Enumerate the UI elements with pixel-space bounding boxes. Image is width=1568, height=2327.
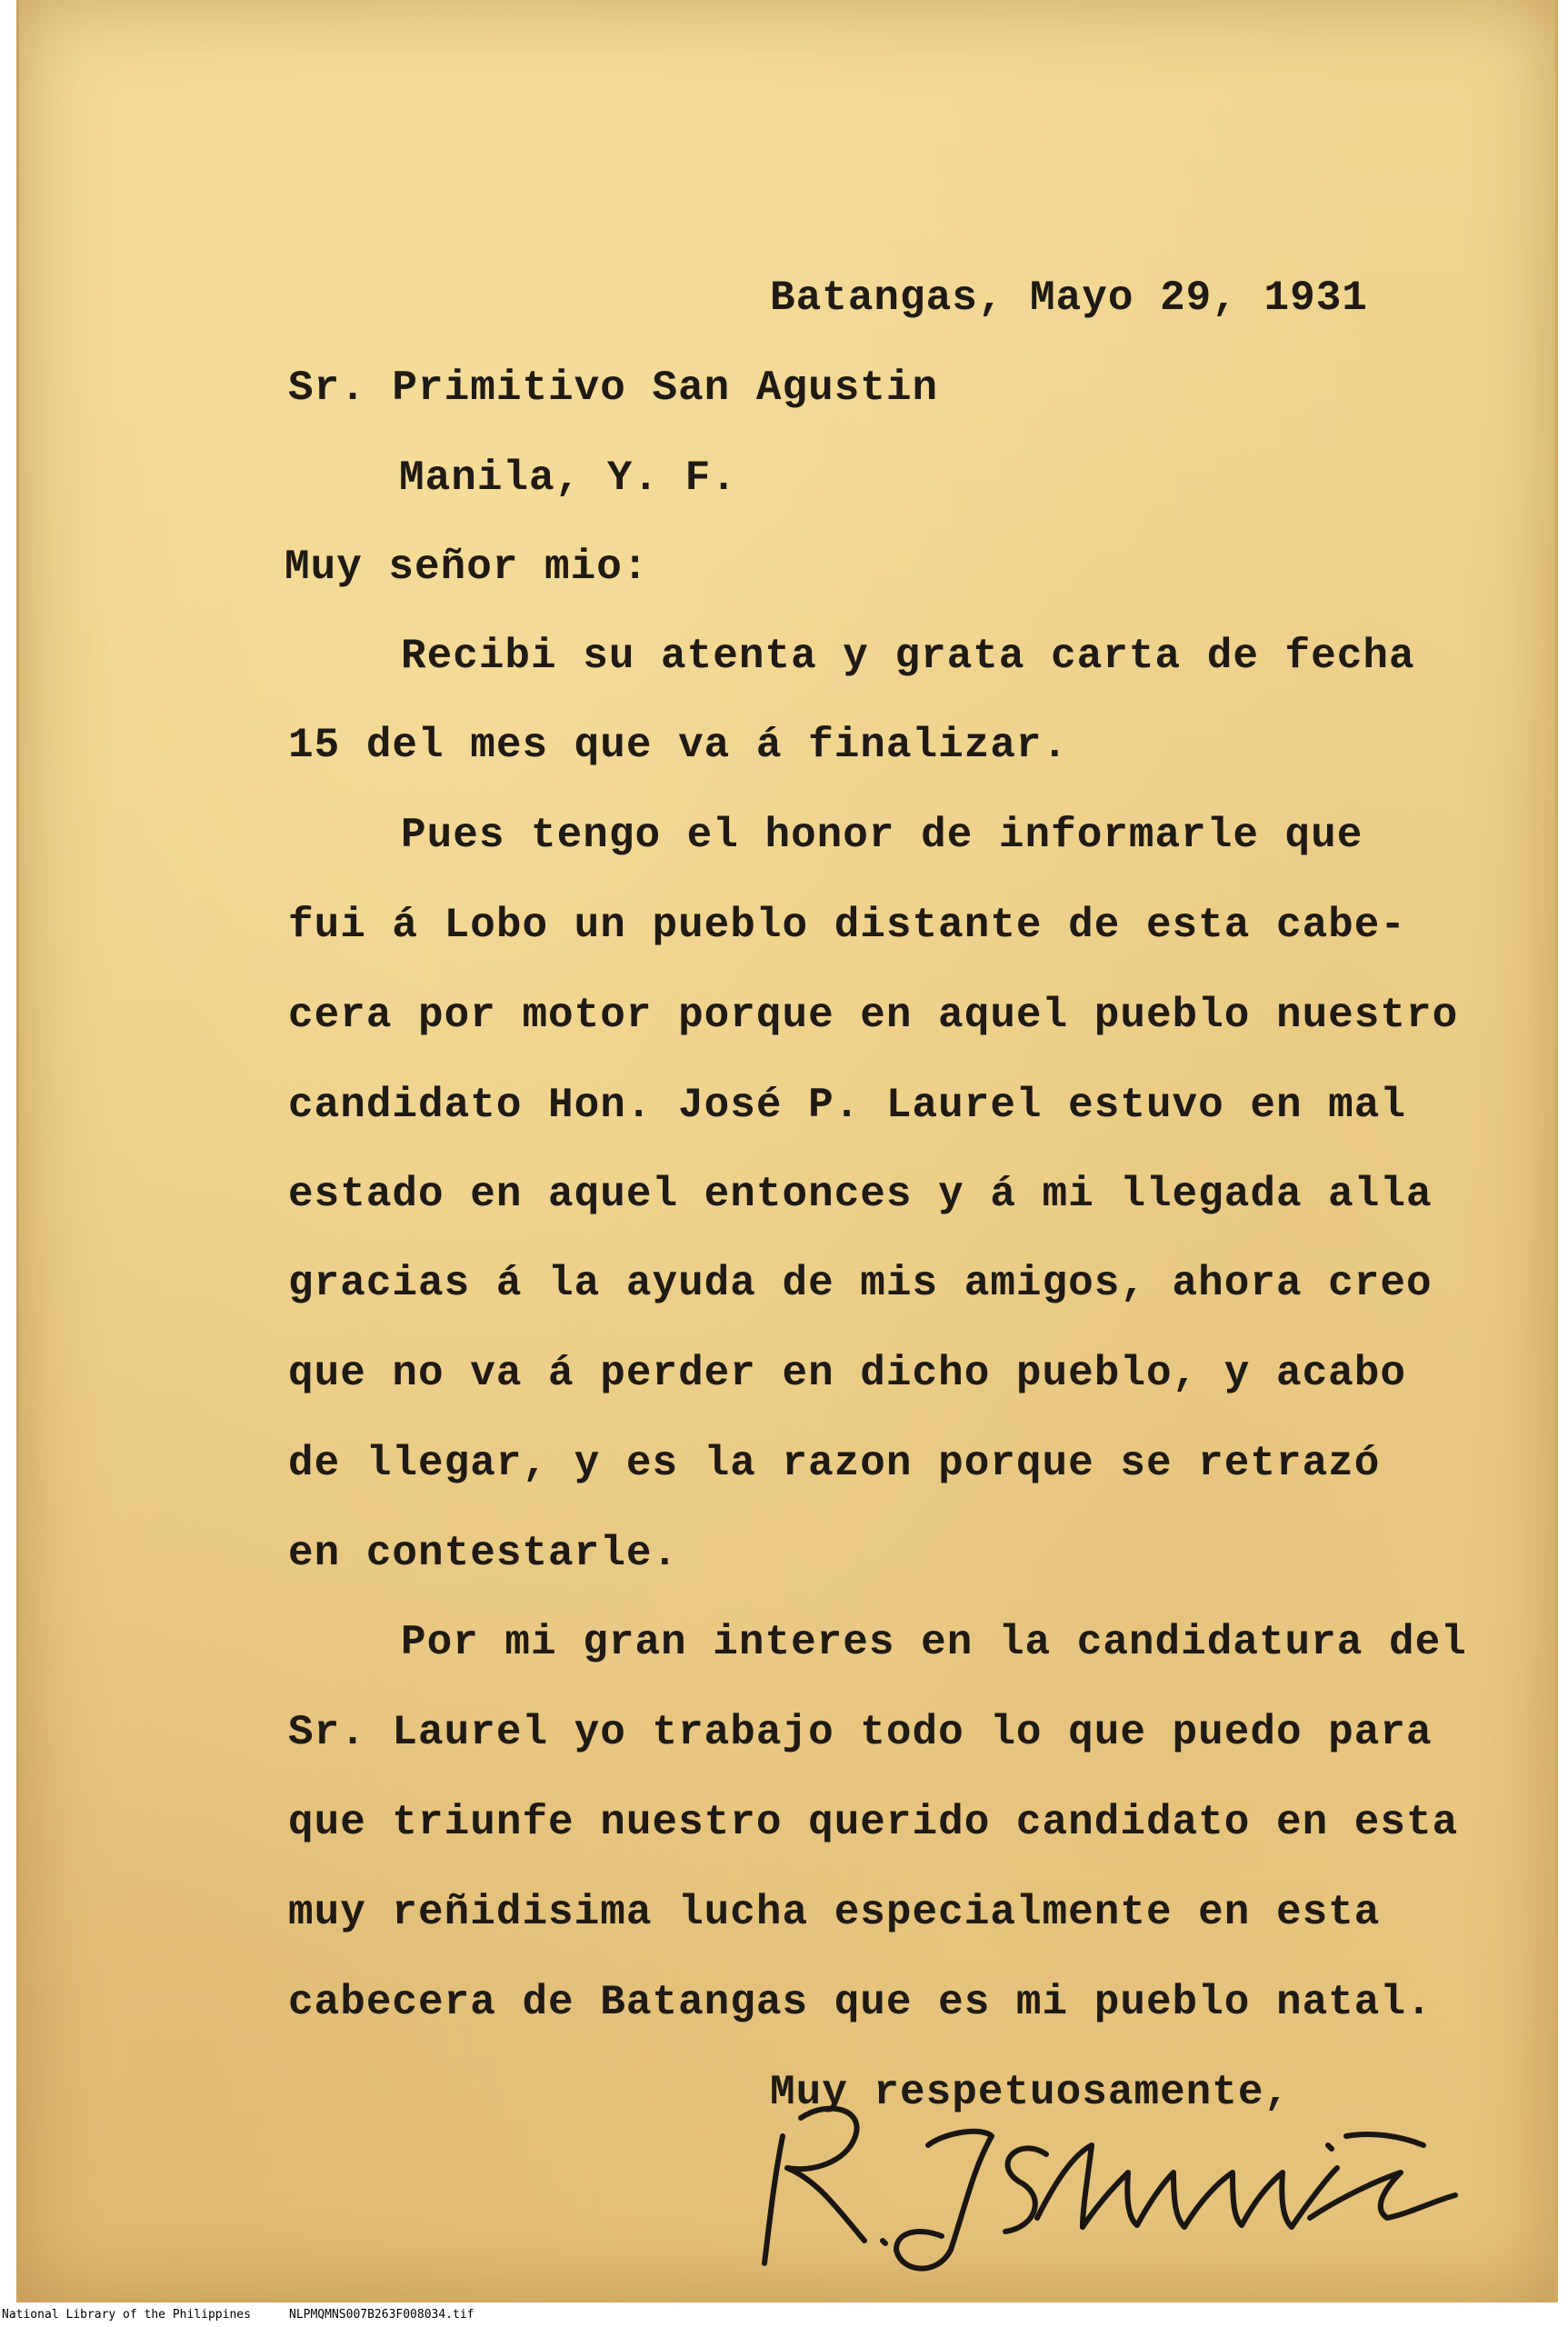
body-line: en contestarle. — [288, 1530, 679, 1577]
body-line: que triunfe nuestro querido candidato en esta — [288, 1799, 1459, 1846]
body-line: estado en aquel entonces y á mi llegada alla — [288, 1171, 1433, 1218]
body-line: candidato Hon. José P. Laurel estuvo en mal — [288, 1082, 1406, 1129]
footer-filename: NLPMQMNS007B263F008034.tif — [289, 2308, 474, 2322]
body-line: Por mi gran interes en la candidatura del — [401, 1619, 1467, 1666]
body-line: gracias á la ayuda de mis amigos, ahora creo — [288, 1260, 1433, 1307]
recipient-name: Sr. Primitivo San Agustin — [288, 365, 939, 412]
body-line: 15 del mes que va á finalizar. — [288, 722, 1069, 769]
scan-footer — [0, 2302, 1568, 2327]
letter-dateline: Batangas, Mayo 29, 1931 — [770, 275, 1368, 322]
body-line: Pues tengo el honor de informarle que — [401, 812, 1363, 859]
salutation: Muy señor mio: — [285, 544, 649, 591]
body-line: Recibi su atenta y grata carta de fecha — [401, 633, 1415, 680]
closing: Muy respetuosamente, — [770, 2069, 1291, 2116]
body-line: Sr. Laurel yo trabajo todo lo que puedo para — [288, 1709, 1433, 1756]
handwritten-signature — [746, 2082, 1473, 2282]
body-line: cera por motor porque en aquel pueblo nuestro — [288, 992, 1459, 1039]
body-line: muy reñidisima lucha especialmente en esta — [288, 1889, 1381, 1936]
footer-institution: National Library of the Philippines — [2, 2308, 251, 2322]
letter-paper — [16, 0, 1558, 2302]
recipient-place: Manila, Y. F. — [399, 454, 737, 502]
body-line: fui á Lobo un pueblo distante de esta cabe- — [288, 902, 1406, 949]
body-line: de llegar, y es la razon porque se retrazó — [288, 1440, 1381, 1487]
body-line: que no va á perder en dicho pueblo, y acabo — [288, 1350, 1406, 1397]
body-line: cabecera de Batangas que es mi pueblo natal. — [288, 1979, 1433, 2026]
